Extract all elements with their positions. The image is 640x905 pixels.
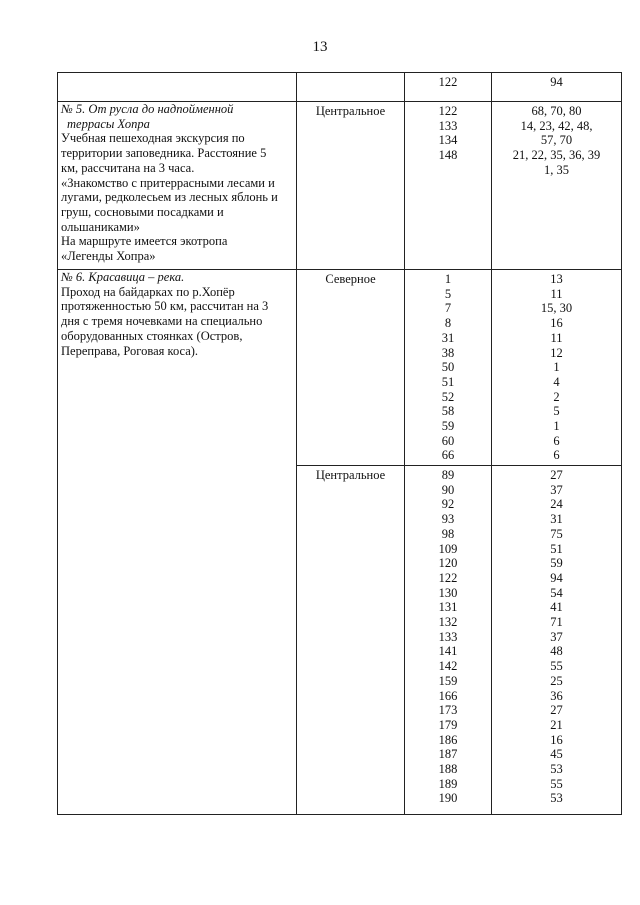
quarter-number: 134 (438, 133, 458, 148)
route-description (61, 131, 294, 263)
quarter-number: 133 (438, 629, 458, 644)
plot-values: 51 (550, 541, 563, 556)
quarter-number: 122 (438, 570, 458, 585)
quarter-number: 5 (444, 286, 452, 301)
plot-values: 6 (553, 433, 560, 448)
quarter-number: 8 (444, 316, 452, 331)
description-line: На маршруте имеется экотропа (61, 234, 228, 249)
routes-table (57, 72, 622, 815)
description-line: груш, сосновыми посадками и (61, 204, 224, 219)
quarter-number: 120 (438, 556, 458, 571)
quarter-number: 90 (441, 482, 455, 497)
route-title: № 6. Красавица – река. (61, 270, 185, 284)
plot-values: 45 (550, 747, 563, 762)
district-cell (297, 102, 405, 270)
quarter-numbers-cell (405, 466, 492, 815)
plot-values: 27 (550, 703, 563, 718)
description-line: км, рассчитана на 3 часа. (61, 160, 195, 175)
description-line: лугами, редколесьем из лесных яблонь и (61, 190, 278, 205)
plot-values-cell (492, 102, 622, 270)
plot-values: 1 (553, 360, 560, 375)
plot-values: 24 (550, 497, 563, 512)
plot-values: 94 (550, 75, 563, 89)
quarter-number: 58 (441, 404, 455, 419)
quarter-number: 159 (438, 673, 458, 688)
quarter-number: 186 (438, 732, 458, 747)
quarter-number: 142 (438, 659, 458, 674)
quarter-number: 133 (438, 118, 458, 133)
quarter-number: 130 (438, 585, 458, 600)
district-name: Центральное (315, 468, 386, 482)
plot-values: 1, 35 (544, 162, 569, 177)
quarter-number: 38 (441, 345, 455, 360)
quarter-numbers-cell (405, 102, 492, 270)
quarter-number: 66 (441, 448, 455, 463)
plot-values: 16 (550, 316, 563, 331)
description-line: Переправа, Роговая коса). (61, 343, 199, 358)
plot-values-cell (492, 270, 622, 466)
quarter-number: 190 (438, 791, 458, 806)
description-line: оборудованных стоянках (Остров, (61, 328, 243, 343)
table-row-route-6-north (58, 270, 622, 466)
quarter-number: 1 (444, 272, 452, 286)
quarter-number: 131 (438, 600, 458, 615)
plot-values: 13 (550, 272, 563, 286)
plot-values: 53 (550, 791, 563, 806)
plot-values: 48 (550, 644, 563, 659)
quarter-numbers-cell (405, 270, 492, 466)
quarter-number: 122 (438, 75, 458, 89)
quarter-number: 93 (441, 512, 455, 527)
description-line: протяженностью 50 км, рассчитан на 3 (61, 299, 269, 314)
quarter-number: 51 (441, 374, 455, 389)
empty-cell (58, 73, 297, 102)
plot-values: 27 (550, 468, 563, 482)
plot-values: 59 (550, 556, 563, 571)
quarter-number: 98 (441, 526, 455, 541)
plot-values: 68, 70, 80 (531, 104, 582, 118)
plot-values: 75 (550, 526, 563, 541)
plot-values-cell (492, 466, 622, 815)
route-description-cell (58, 270, 297, 815)
quarter-number: 50 (441, 360, 455, 375)
plot-values: 55 (550, 776, 563, 791)
quarter-number: 179 (438, 717, 458, 732)
quarter-number: 109 (438, 541, 458, 556)
quarter-number: 89 (441, 468, 455, 482)
plot-values: 11 (550, 330, 563, 345)
page-number: 13 (312, 39, 328, 55)
plot-values: 54 (550, 585, 563, 600)
quarter-number: 132 (438, 615, 458, 630)
plot-values: 11 (550, 286, 563, 301)
plot-values: 53 (550, 762, 563, 777)
quarter-number: 188 (438, 762, 458, 777)
quarter-number: 173 (438, 703, 458, 718)
plot-values: 36 (550, 688, 563, 703)
district-cell (297, 270, 405, 466)
route-title: № 5. От русла до надпойменной (61, 102, 234, 116)
quarter-number: 141 (438, 644, 458, 659)
district-name: Центральное (315, 104, 386, 118)
plot-values: 6 (553, 448, 560, 463)
plot-values: 37 (550, 482, 563, 497)
quarter-number: 52 (441, 389, 455, 404)
route-description (61, 285, 294, 359)
description-line: ольшаниками» (61, 219, 140, 234)
plot-values: 21, 22, 35, 36, 39 (512, 148, 601, 163)
plot-values: 4 (553, 374, 560, 389)
plot-values: 57, 70 (540, 133, 573, 148)
quarter-number: 60 (441, 433, 455, 448)
quarter-number: 122 (438, 104, 458, 118)
quarter-number: 189 (438, 776, 458, 791)
description-line: «Легенды Хопра» (61, 249, 156, 264)
quarter-number: 31 (441, 330, 455, 345)
quarter-number: 92 (441, 497, 455, 512)
plot-values: 1 (553, 419, 560, 434)
plot-values: 94 (550, 570, 563, 585)
description-line: территории заповедника. Расстояние 5 (61, 146, 267, 161)
plot-values: 15, 30 (540, 301, 573, 316)
empty-cell (297, 73, 405, 102)
plot-values: 71 (550, 615, 563, 630)
description-line: дня с тремя ночевками на специально (61, 314, 263, 329)
route-title-cont: террасы Хопра (67, 116, 150, 131)
plot-values: 55 (550, 659, 563, 674)
description-line: «Знакомство с притеррасными лесами и (61, 175, 275, 190)
description-line: Проход на байдарках по р.Хопёр (61, 284, 235, 299)
plot-values: 16 (550, 732, 563, 747)
plot-values: 12 (550, 345, 563, 360)
district-cell (297, 466, 405, 815)
quarter-number: 166 (438, 688, 458, 703)
plot-values: 41 (550, 600, 563, 615)
table-row-route-5 (58, 102, 622, 270)
quarter-number: 148 (438, 148, 458, 163)
table-row-continued (58, 73, 622, 102)
plot-values: 2 (553, 389, 560, 404)
plot-values: 5 (553, 404, 560, 419)
plot-values: 21 (550, 717, 563, 732)
district-name: Северное (325, 272, 376, 286)
plot-values: 31 (550, 512, 563, 527)
quarter-number: 187 (438, 747, 458, 762)
quarter-number: 7 (444, 301, 452, 316)
plot-values: 14, 23, 42, 48, (520, 118, 593, 133)
plot-values: 25 (550, 673, 563, 688)
quarter-number: 59 (441, 419, 455, 434)
route-description-cell (58, 102, 297, 270)
description-line: Учебная пешеходная экскурсия по (61, 131, 245, 146)
plot-values: 37 (550, 629, 563, 644)
